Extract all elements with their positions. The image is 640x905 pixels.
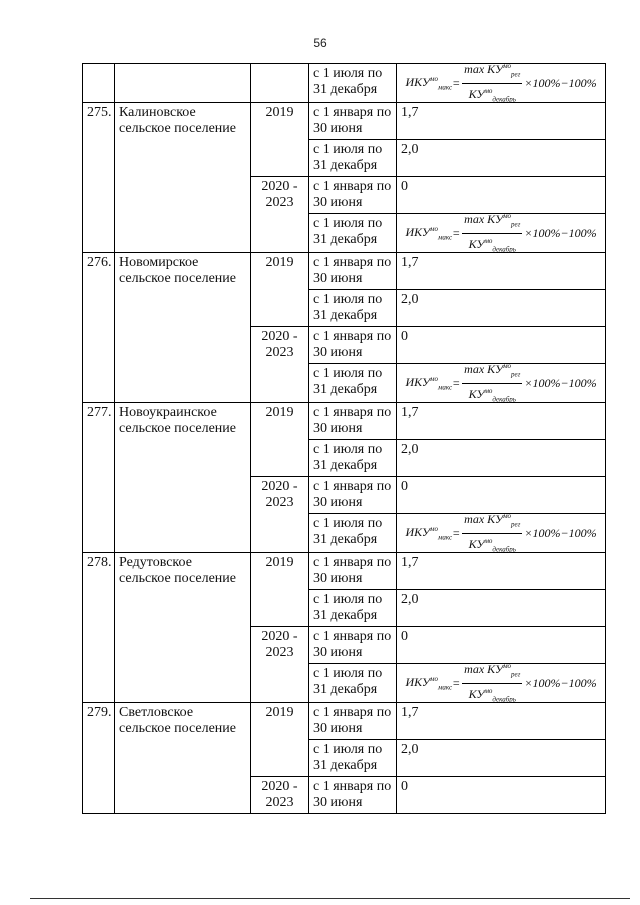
- formula-equals: =: [452, 76, 461, 90]
- cell-settlement: Новомирское сельское поселение: [115, 253, 251, 403]
- formula-numerator: $\max КУ^{мо}_{рег}$: [462, 59, 522, 83]
- formula: [401, 362, 601, 403]
- formula-lhs: $ИКУ^{мо}_{макс}$: [405, 374, 453, 392]
- cell-value: [397, 64, 606, 103]
- cell-period: с 1 июля по 31 декабря: [309, 440, 397, 477]
- formula: [401, 662, 601, 703]
- cell-value: 1,7: [397, 403, 606, 440]
- cell-year: 2020 - 2023: [251, 627, 309, 703]
- cell-value: 1,7: [397, 703, 606, 740]
- formula-numerator: $\max КУ^{мо}_{рег}$: [462, 359, 522, 383]
- cell-settlement: Новоукраинское сельское поселение: [115, 403, 251, 553]
- cell-period: с 1 июля по 31 декабря: [309, 290, 397, 327]
- cell-value: 2,0: [397, 740, 606, 777]
- table-row: [83, 253, 606, 290]
- formula-tail: ×100%−100%: [524, 226, 597, 240]
- cell-value: 0: [397, 177, 606, 214]
- cell-value: 0: [397, 327, 606, 364]
- cell-period: с 1 января по 30 июня: [309, 477, 397, 514]
- cell-year: 2020 - 2023: [251, 177, 309, 253]
- cell-period: с 1 января по 30 июня: [309, 327, 397, 364]
- cell-period: с 1 июля по 31 декабря: [309, 140, 397, 177]
- formula-fraction: [462, 359, 522, 407]
- formula-lhs: $ИКУ^{мо}_{макс}$: [405, 74, 453, 92]
- table-row: [83, 703, 606, 740]
- formula-numerator: $\max КУ^{мо}_{рег}$: [462, 209, 522, 233]
- cell-value: 2,0: [397, 140, 606, 177]
- cell-year: [251, 64, 309, 103]
- formula-denominator: $КУ^{мо}_{декабрь}$: [468, 236, 516, 253]
- cell-period: с 1 июля по 31 декабря: [309, 514, 397, 553]
- cell-period: с 1 июля по 31 декабря: [309, 364, 397, 403]
- cell-value: [397, 514, 606, 553]
- cell-value: 0: [397, 627, 606, 664]
- formula-denominator: $КУ^{мо}_{декабрь}$: [468, 536, 516, 553]
- formula-numerator: $\max КУ^{мо}_{рег}$: [462, 509, 522, 533]
- cell-period: с 1 июля по 31 декабря: [309, 590, 397, 627]
- cell-value: [397, 214, 606, 253]
- formula-denominator: $КУ^{мо}_{декабрь}$: [468, 386, 516, 403]
- formula: [401, 62, 601, 103]
- formula-tail: ×100%−100%: [524, 76, 597, 90]
- cell-value: 1,7: [397, 103, 606, 140]
- cell-period: с 1 января по 30 июня: [309, 703, 397, 740]
- cell-year: 2019: [251, 403, 309, 477]
- cell-period: с 1 января по 30 июня: [309, 627, 397, 664]
- formula-lhs: $ИКУ^{мо}_{макс}$: [405, 674, 453, 692]
- cell-settlement: Светловское сельское поселение: [115, 703, 251, 814]
- formula-tail: ×100%−100%: [524, 376, 597, 390]
- formula-equals: =: [452, 226, 461, 240]
- cell-value: 0: [397, 477, 606, 514]
- table-row: [83, 553, 606, 590]
- formula-denominator: $КУ^{мо}_{декабрь}$: [468, 86, 516, 103]
- formula-numerator: $\max КУ^{мо}_{рег}$: [462, 659, 522, 683]
- cell-year: 2019: [251, 553, 309, 627]
- formula-equals: =: [452, 376, 461, 390]
- formula-fraction: [462, 659, 522, 707]
- cell-period: с 1 июля по 31 декабря: [309, 214, 397, 253]
- cell-value: 2,0: [397, 590, 606, 627]
- cell-value: [397, 364, 606, 403]
- table-row: [83, 103, 606, 140]
- page-number: 56: [313, 36, 327, 50]
- formula-lhs: $ИКУ^{мо}_{макс}$: [405, 524, 453, 542]
- formula-lhs: $ИКУ^{мо}_{макс}$: [405, 224, 453, 242]
- cell-number: [83, 64, 115, 103]
- footer-rule: [30, 898, 630, 899]
- table-row: [83, 403, 606, 440]
- formula-denominator: $КУ^{мо}_{декабрь}$: [468, 686, 516, 703]
- cell-number: 278.: [83, 553, 115, 703]
- cell-number: 276.: [83, 253, 115, 403]
- cell-settlement: Редутовское сельское поселение: [115, 553, 251, 703]
- formula-tail: ×100%−100%: [524, 676, 597, 690]
- cell-value: 2,0: [397, 290, 606, 327]
- cell-number: 277.: [83, 403, 115, 553]
- cell-period: с 1 января по 30 июня: [309, 253, 397, 290]
- formula-fraction: [462, 59, 522, 107]
- cell-value: 2,0: [397, 440, 606, 477]
- cell-period: с 1 июля по 31 декабря: [309, 740, 397, 777]
- cell-settlement: [115, 64, 251, 103]
- cell-value: 1,7: [397, 553, 606, 590]
- cell-number: 275.: [83, 103, 115, 253]
- formula: [401, 212, 601, 253]
- cell-period: с 1 января по 30 июня: [309, 553, 397, 590]
- cell-year: 2019: [251, 253, 309, 327]
- cell-period: с 1 июля по 31 декабря: [309, 64, 397, 103]
- cell-period: с 1 июля по 31 декабря: [309, 664, 397, 703]
- cell-number: 279.: [83, 703, 115, 814]
- cell-settlement: Калиновское сельское поселение: [115, 103, 251, 253]
- cell-year: 2019: [251, 703, 309, 777]
- formula-tail: ×100%−100%: [524, 526, 597, 540]
- cell-value: 1,7: [397, 253, 606, 290]
- cell-year: 2020 - 2023: [251, 477, 309, 553]
- formula: [401, 512, 601, 553]
- cell-period: с 1 января по 30 июня: [309, 177, 397, 214]
- formula-fraction: [462, 509, 522, 557]
- formula-fraction: [462, 209, 522, 257]
- formula-equals: =: [452, 526, 461, 540]
- formula-equals: =: [452, 676, 461, 690]
- cell-period: с 1 января по 30 июня: [309, 103, 397, 140]
- cell-year: 2020 - 2023: [251, 327, 309, 403]
- table-row-continuation: [83, 64, 606, 103]
- cell-value: [397, 664, 606, 703]
- cell-year: 2019: [251, 103, 309, 177]
- cell-period: с 1 января по 30 июня: [309, 777, 397, 814]
- cell-year: 2020 - 2023: [251, 777, 309, 814]
- cell-period: с 1 января по 30 июня: [309, 403, 397, 440]
- cell-value: 0: [397, 777, 606, 814]
- tariff-index-table: [82, 63, 606, 814]
